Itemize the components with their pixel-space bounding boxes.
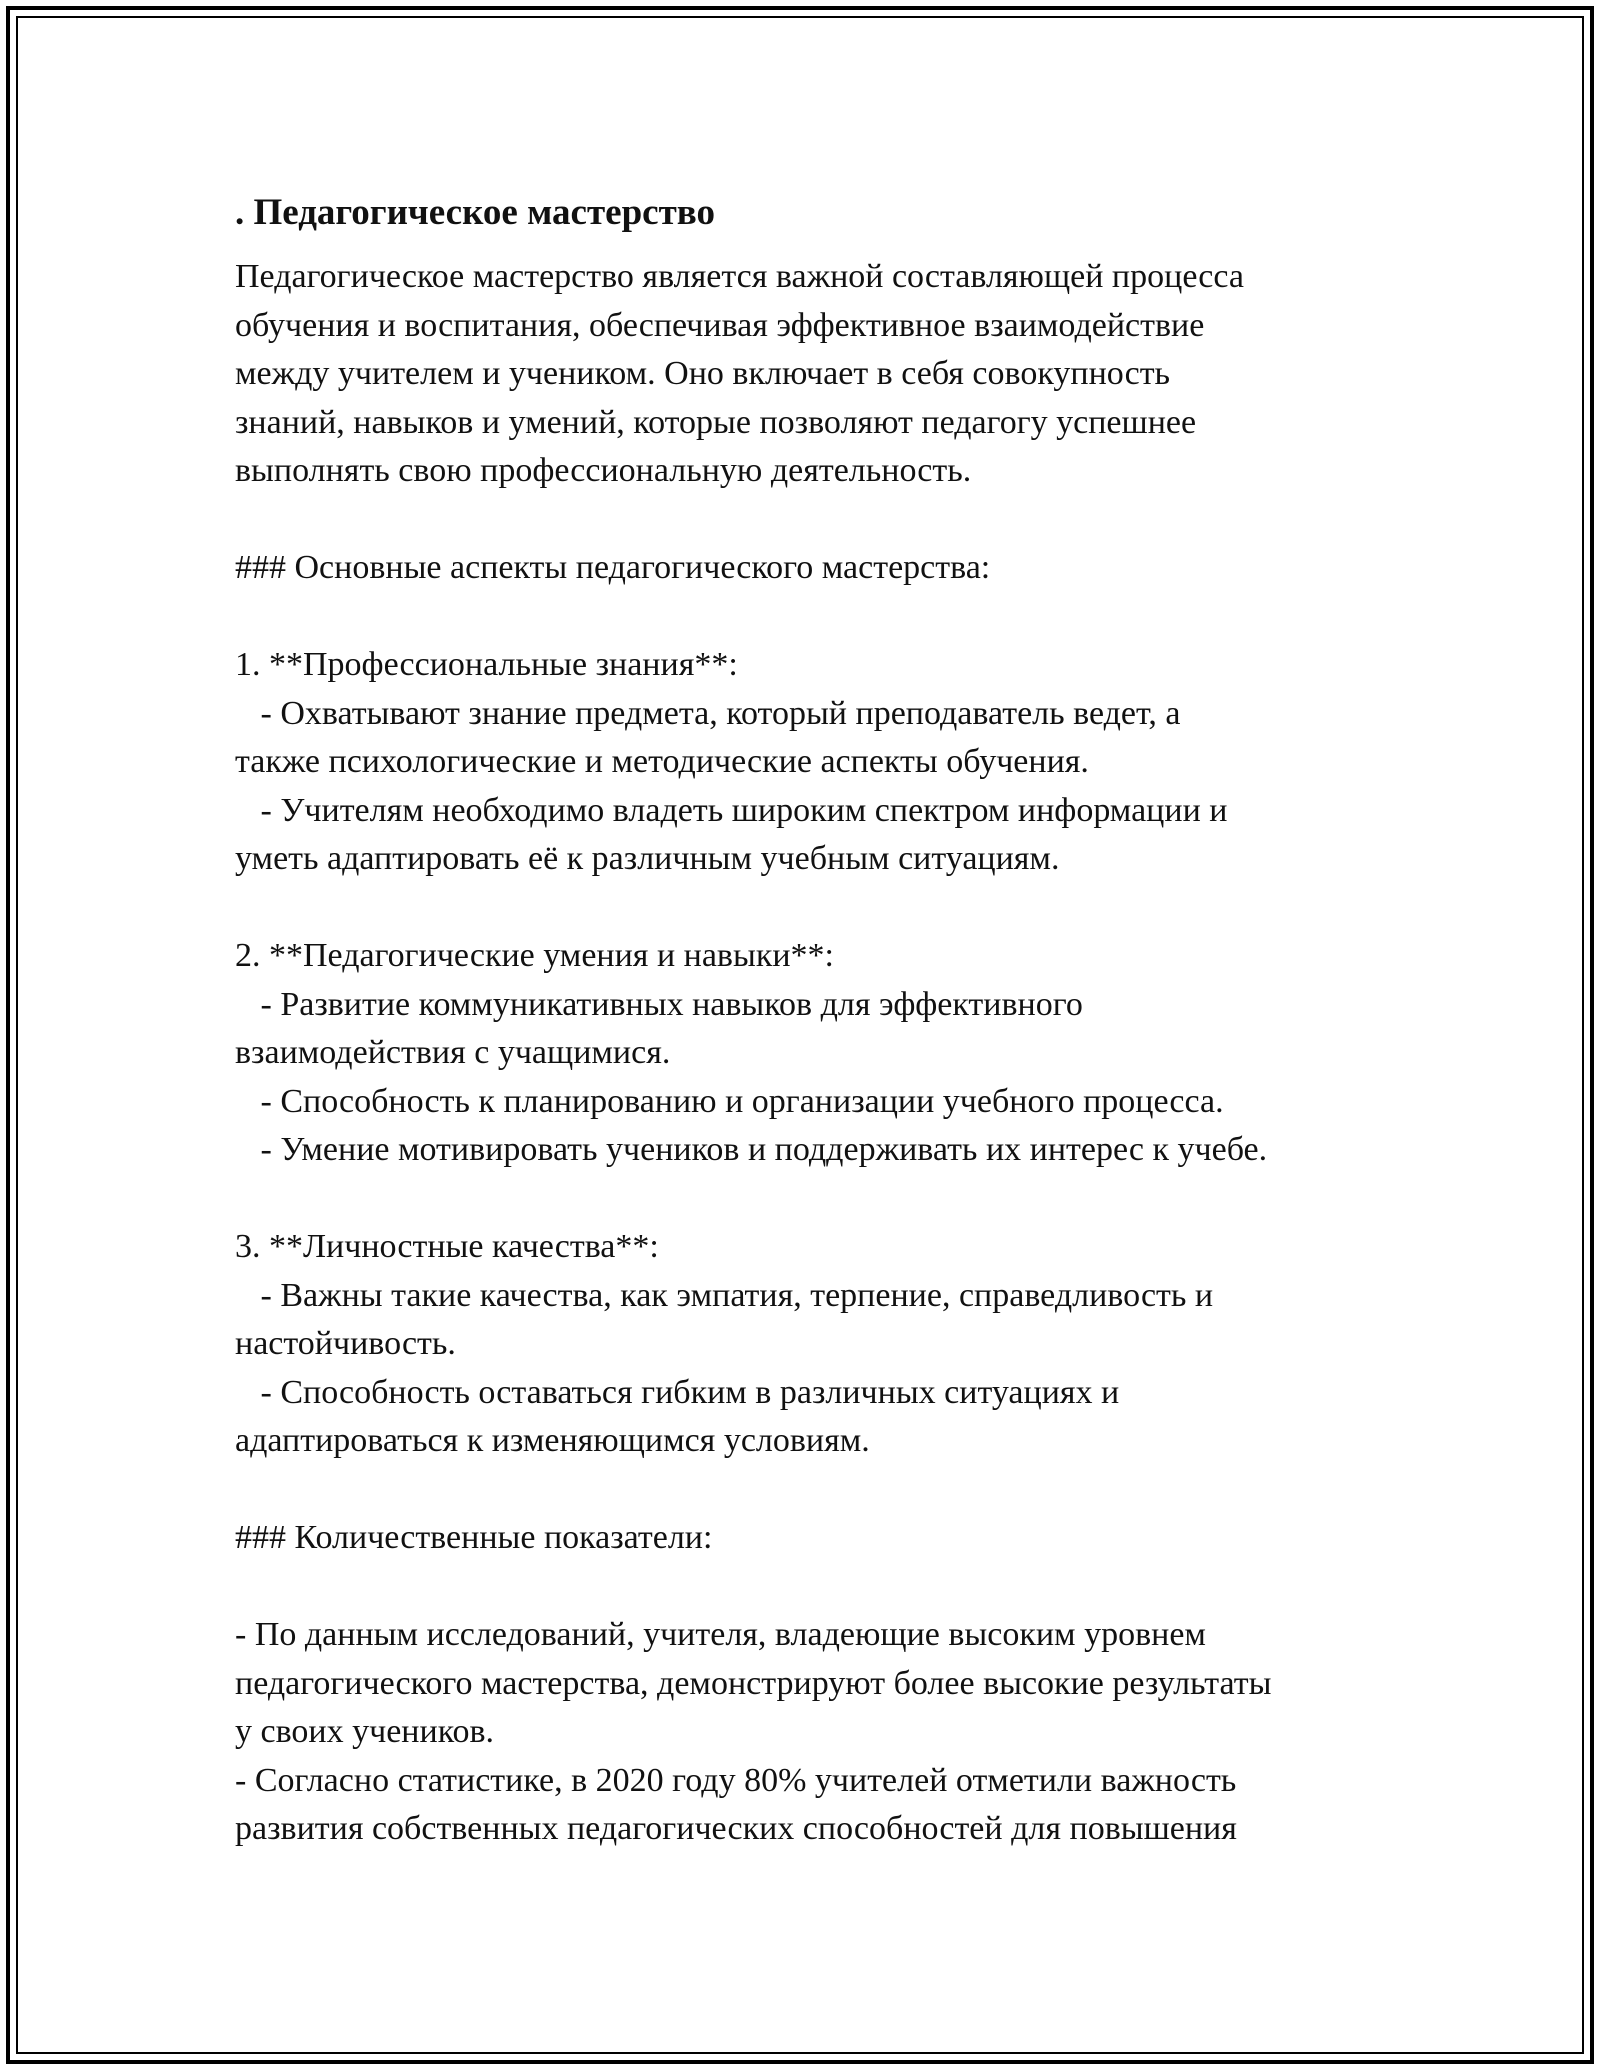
text-line: - Развитие коммуникативных навыков для эффективного (235, 985, 1083, 1023)
text-line: развития собственных педагогических способностей для повышения (235, 1810, 1237, 1847)
text-line: ### Основные аспекты педагогического мастерства: (235, 549, 991, 586)
text-line: Педагогическое мастерство является важной составляющей процесса (235, 258, 1244, 295)
text-line: 1. **Профессиональные знания**: (235, 646, 738, 683)
text-line: также психологические и методические аспекты обучения. (235, 743, 1089, 780)
blank-line (235, 884, 1375, 933)
text-line: - Охватывают знание предмета, который преподаватель ведет, а (235, 694, 1181, 732)
text-line: педагогического мастерства, демонстрируют более высокие результаты (235, 1664, 1272, 1702)
text-line: знаний, навыков и умений, которые позволяют педагогу успешнее (235, 403, 1197, 441)
blank-line (235, 496, 1375, 545)
text-line: - Важны такие качества, как эмпатия, терпение, справедливость и (235, 1276, 1214, 1314)
text-line: адаптироваться к изменяющимся условиям. (235, 1422, 870, 1459)
blank-line (235, 1563, 1375, 1612)
text-line: выполнять свою профессиональную деятельность. (235, 452, 972, 489)
text-line: обучения и воспитания, обеспечивая эффективное взаимодействие (235, 306, 1205, 344)
text-line: ### Количественные показатели: (235, 1519, 713, 1556)
text-line: взаимодействия с учащимися. (235, 1034, 671, 1071)
text-line: - Учителям необходимо владеть широким спектром информации и (235, 791, 1228, 829)
text-line: 3. **Личностные качества**: (235, 1228, 659, 1265)
text-line: - Способность к планированию и организации учебного процесса. (235, 1082, 1224, 1120)
text-line: уметь адаптировать её к различным учебным ситуациям. (235, 840, 1060, 877)
document-text (235, 253, 1375, 1854)
text-line: - Умение мотивировать учеников и поддерживать их интерес к учебе. (235, 1131, 1268, 1168)
text-line: между учителем и учеником. Оно включает в себя совокупность (235, 355, 1171, 392)
blank-line (235, 1466, 1375, 1515)
text-line: настойчивость. (235, 1325, 456, 1362)
text-line: 2. **Педагогические умения и навыки**: (235, 937, 834, 974)
blank-line (235, 593, 1375, 642)
text-line: - Способность оставаться гибким в различных ситуациях и (235, 1373, 1120, 1411)
document-title: . Педагогическое мастерство (235, 192, 715, 233)
document-body (235, 185, 1375, 1854)
text-line: - Согласно статистике, в 2020 году 80% учителей отметили важность (235, 1761, 1237, 1799)
text-line: у своих учеников. (235, 1713, 495, 1750)
text-line: - По данным исследований, учителя, владеющие высоким уровнем (235, 1616, 1206, 1653)
blank-line (235, 1175, 1375, 1224)
